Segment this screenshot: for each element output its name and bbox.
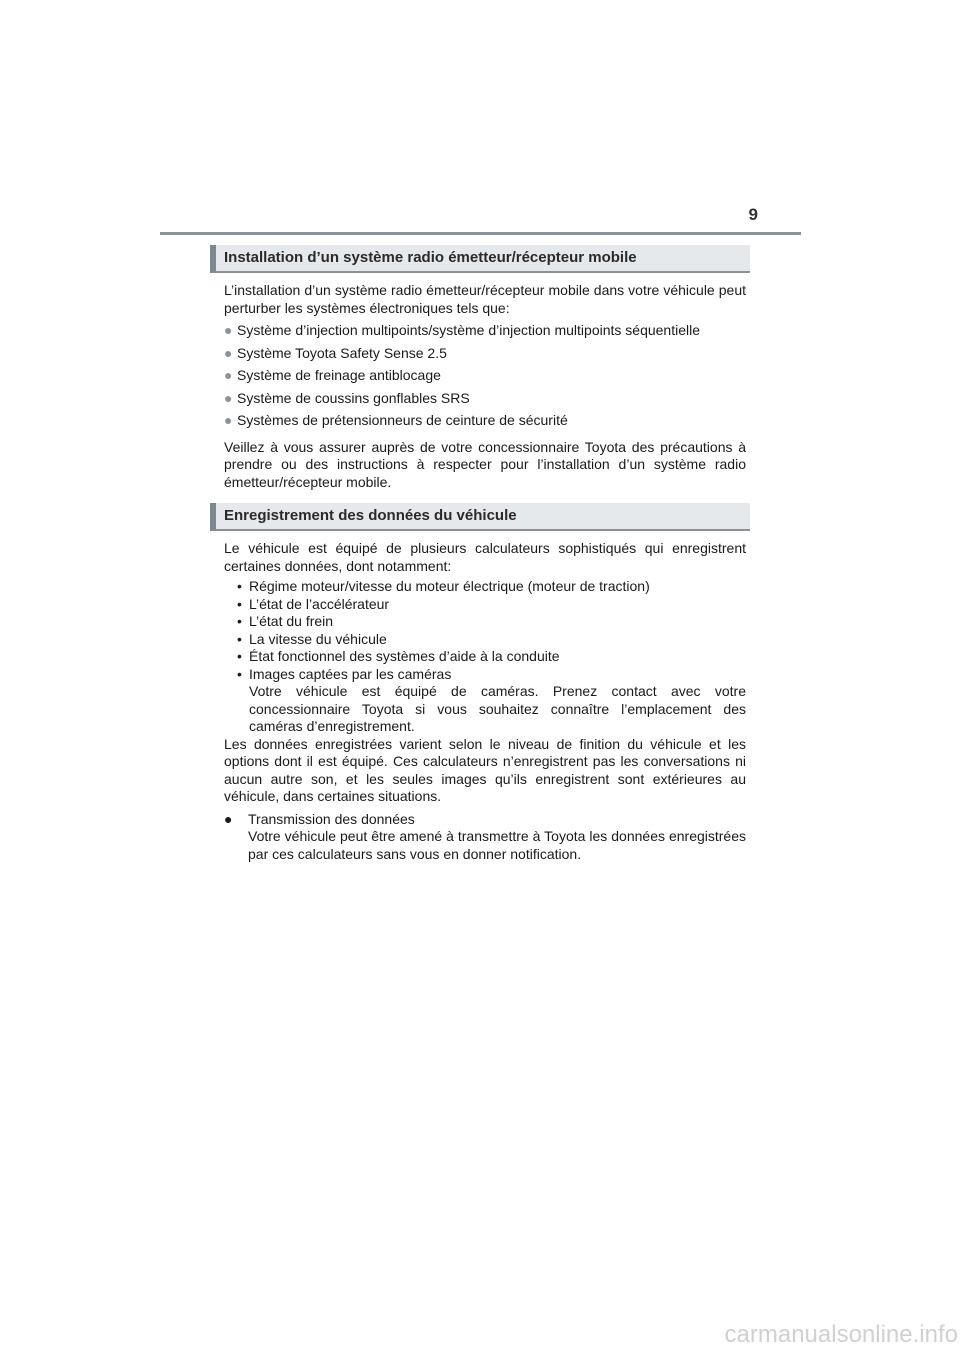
bullet-icon: ● (224, 344, 233, 361)
bullet-icon: ● (224, 412, 233, 428)
camera-note: Votre véhicule est équipé de caméras. Prenez contact avec votre concessionnaire Toyota si vous souhaitez connaître l’emplacement des caméras d’enregistrement. (249, 683, 746, 734)
watermark-text: carmanualsonline.info (724, 1321, 958, 1348)
radio-closing: Veillez à vous assurer auprès de votre concessionnaire Toyota des précautions à prendre ou des instructions à respecter pour l’installation d’un système radio émetteur/récepteur mobile. (224, 438, 746, 490)
list-marker: • (237, 630, 242, 647)
list-item: ● Système Toyota Safety Sense 2.5 (224, 344, 447, 361)
bullet-icon: ● (224, 322, 233, 338)
bullet-icon: ● (224, 389, 233, 406)
list-item: ● Systèmes de prétensionneurs de ceinture de sécurité (224, 412, 568, 428)
section-heading-data: Enregistrement des données du véhicule (210, 503, 750, 531)
list-marker: • (237, 595, 242, 612)
list-item: • La vitesse du véhicule (237, 630, 387, 647)
recorded-data-list (237, 578, 750, 683)
bullet-icon: ● (224, 810, 233, 827)
list-item: • Régime moteur/vitesse du moteur électrique (moteur de traction) (237, 578, 650, 594)
radio-bullet-list (224, 322, 750, 430)
list-marker: • (237, 613, 242, 629)
list-item: • Images captées par les caméras (237, 665, 452, 682)
page-number: 9 (748, 205, 758, 224)
transmission-heading: ● Transmission des données (224, 810, 415, 827)
top-rule (160, 232, 801, 235)
list-marker: • (237, 648, 242, 664)
list-item: ● Système de freinage antiblocage (224, 367, 441, 383)
list-item: • L’état de l’accélérateur (237, 595, 390, 612)
transmission-text: Votre véhicule peut être amené à transmettre à Toyota les données enregistrées par ces calculateurs sans vous en donner notification. (248, 828, 746, 862)
list-marker: • (237, 578, 242, 594)
list-item: ● Système de coussins gonflables SRS (224, 389, 470, 406)
section-heading-radio: Installation d’un système radio émetteur/récepteur mobile (210, 245, 750, 273)
radio-intro: L’installation d’un système radio émetteur/récepteur mobile dans votre véhicule peut perturber les systèmes électroniques tels que: (224, 282, 746, 316)
bullet-icon: ● (224, 367, 233, 383)
data-intro: Le véhicule est équipé de plusieurs calculateurs sophistiqués qui enregistrent certaines données, dont notamment: (224, 540, 746, 574)
list-item: • État fonctionnel des systèmes d’aide à la conduite (237, 648, 560, 664)
list-item: • L’état du frein (237, 613, 334, 629)
data-note: Les données enregistrées varient selon le niveau de finition du véhicule et les options dont il est équipé. Ces calculateurs n’enregistrent pas les conversations ni aucun autre son, et les seules images qu’ils enregistrent sont extérieures au véhicule, dans certaines situations. (224, 735, 746, 804)
list-item: ● Système d’injection multipoints/système d’injection multipoints séquentielle (224, 322, 701, 338)
list-marker: • (237, 665, 242, 682)
page-content (210, 245, 750, 863)
